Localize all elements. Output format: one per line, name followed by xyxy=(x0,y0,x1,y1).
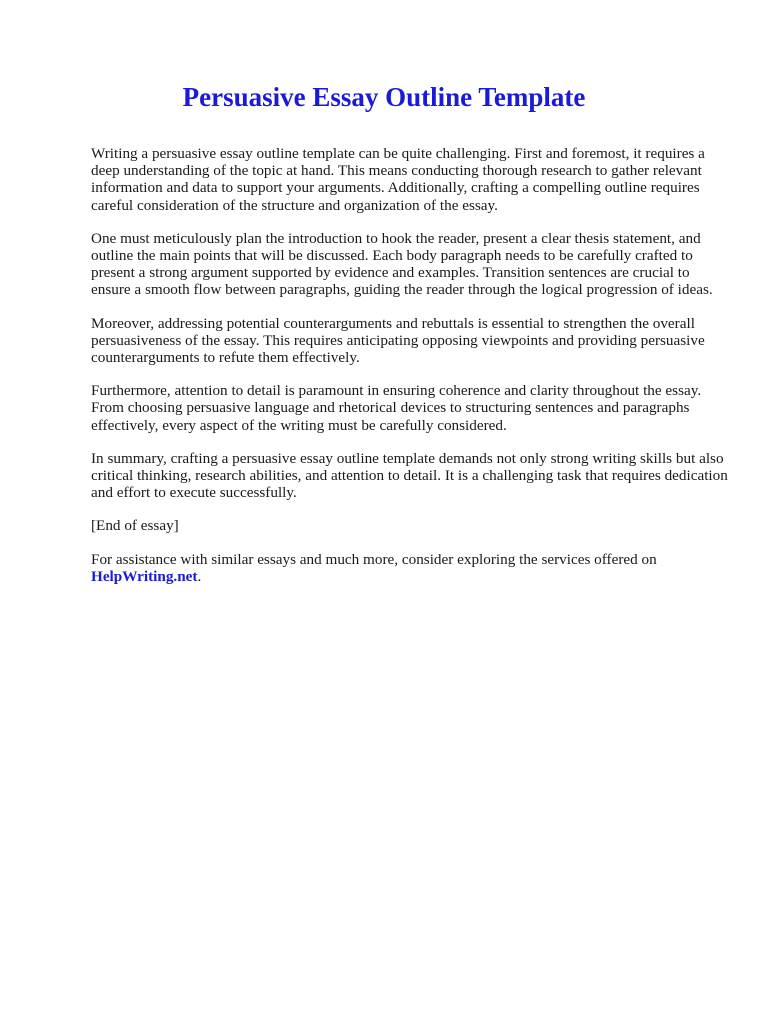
essay-body xyxy=(91,145,731,601)
paragraph-end-marker: [End of essay] xyxy=(91,517,179,535)
footer-trailing: . xyxy=(197,567,202,585)
page-title: Persuasive Essay Outline Template xyxy=(182,82,586,112)
paragraph-summary: In summary, crafting a persuasive essay outline template demands not only strong writing skills but also critical thinking, research abilities, and attention to detail. It is a challenging task that requires dedication and effort to execute successfully. xyxy=(91,449,728,502)
paragraph-intro: Writing a persuasive essay outline template can be quite challenging. First and foremost, it requires a deep understanding of the topic at hand. This means conducting thorough research to gather relevant information and data to support your arguments. Additionally, crafting a compelling outline requires careful consideration of the structure and organization of the essay. xyxy=(91,145,705,214)
footer-note xyxy=(91,551,731,585)
paragraph-detail: Furthermore, attention to detail is paramount in ensuring coherence and clarity throughout the essay. From choosing persuasive language and rhetorical devices to structuring sentences and paragraphs effectively, every aspect of the writing must be carefully considered. xyxy=(91,382,702,434)
footer-text: For assistance with similar essays and much more, consider exploring the services offered on xyxy=(91,550,657,568)
paragraph-planning: One must meticulously plan the introduction to hook the reader, present a clear thesis statement, and outline the main points that will be discussed. Each body paragraph needs to be carefully crafted to present a strong argument supported by evidence and examples. Transition sentences are crucial to ensure a smooth flow between paragraphs, guiding the reader through the logical progression of ideas. xyxy=(91,229,713,299)
helpwriting-link[interactable]: HelpWriting.net xyxy=(91,567,198,585)
paragraph-counterarguments: Moreover, addressing potential counterarguments and rebuttals is essential to strengthen the overall persuasiveness of the essay. This requires anticipating opposing viewpoints and providing persuasive counterarguments to refute them effectively. xyxy=(91,314,705,367)
